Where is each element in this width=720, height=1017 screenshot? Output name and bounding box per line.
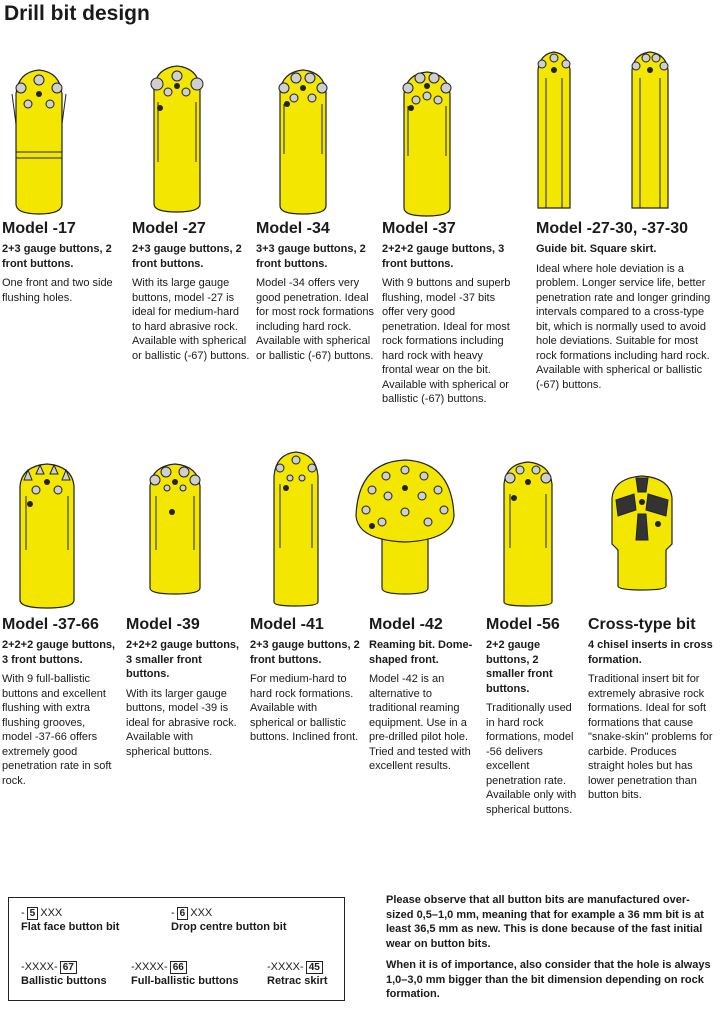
legend-flat-face <box>21 906 119 934</box>
legend-label: Retrac skirt <box>267 975 328 987</box>
drill-bit-illustration-56 <box>498 458 558 608</box>
model-name: Model -37-66 <box>2 616 99 633</box>
model-spec: 2+2 gauge buttons, 2 smaller front buttons. <box>486 639 553 695</box>
drill-bit-illustration-41 <box>266 448 326 608</box>
model-name: Cross-type bit <box>588 616 696 633</box>
legend-code: 67 <box>60 961 77 974</box>
page-title: Drill bit design <box>4 2 150 25</box>
model-card <box>536 220 714 392</box>
legend-label: Full-ballistic buttons <box>131 975 239 987</box>
model-card <box>126 616 240 759</box>
model-description: With 9 buttons and superb flushing, model -37 bits offer very good penetration. Ideal for most rock formations including hard rock with heavy frontal wear on the bit. Available with spherical or ballistic (-67) buttons. <box>382 277 511 405</box>
model-name: Model -42 <box>369 616 443 633</box>
model-card <box>382 220 514 407</box>
model-spec: Reaming bit. Dome-shaped front. <box>369 639 473 666</box>
legend-label: Drop centre button bit <box>171 921 287 933</box>
drill-bit-illustration-34 <box>270 64 336 216</box>
model-card <box>369 616 475 774</box>
model-card <box>2 220 122 305</box>
legend-code: 66 <box>170 961 187 974</box>
model-description: For medium-hard to hard rock formations. Available with spherical or ballistic buttons. Inclined front. <box>250 673 359 743</box>
model-spec: 2+3 gauge buttons, 2 front buttons. <box>2 243 112 270</box>
oversize-note: Please observe that all button bits are manufactured over-sized 0,5–1,0 mm, meaning that for example a 36 mm bit is at least 36,5 mm as new. This is done because of the fast initial wear on button bits. <box>386 894 704 950</box>
model-spec: 2+2+2 gauge buttons, 3 smaller front buttons. <box>126 639 240 680</box>
legend-code: 6 <box>177 907 189 920</box>
model-spec: 2+2+2 gauge buttons, 3 front buttons. <box>382 243 505 270</box>
legend-prefix: -XXXX- <box>131 961 168 973</box>
drill-bit-illustration-37-30 <box>626 48 674 214</box>
model-name: Model -27-30, -37-30 <box>536 220 689 237</box>
drill-bit-illustration-27-30 <box>530 48 578 214</box>
drill-bit-illustration-17 <box>6 64 72 216</box>
model-name: Model -27 <box>132 220 206 237</box>
legend-suffix: XXX <box>40 907 63 919</box>
model-card <box>250 616 360 745</box>
model-description: Ideal where hole deviation is a problem. Longer service life, better penetration rate and longer grinding intervals compared to a cross-type bit, which is normally used to avoid hole deviations. Suitable for most rock formations including hard rock. Available with spherical or ballistic (-67) buttons. <box>536 262 711 391</box>
legend-prefix: -XXXX- <box>267 961 304 973</box>
model-card <box>132 220 250 363</box>
legend-prefix: - <box>171 907 175 919</box>
model-description: Traditional insert bit for extremely abrasive rock formations. Ideal for soft formations that cause "snake-skin" problems for carbide. Produces straight holes but has lower penetration than button bits. <box>588 673 713 801</box>
model-card <box>256 220 374 363</box>
model-spec: 2+3 gauge buttons, 2 front buttons. <box>132 243 242 270</box>
legend-label: Flat face button bit <box>21 921 120 933</box>
legend-drop-centre <box>171 906 287 934</box>
legend-label: Ballistic buttons <box>21 975 107 987</box>
model-card <box>2 616 116 788</box>
legend-suffix: XXX <box>190 907 213 919</box>
model-spec: 4 chisel inserts in cross formation. <box>588 639 713 666</box>
model-spec: 2+2+2 gauge buttons, 3 front buttons. <box>2 639 116 666</box>
model-spec: 3+3 gauge buttons, 2 front buttons. <box>256 243 366 270</box>
model-name: Model -39 <box>126 616 200 633</box>
model-name: Model -34 <box>256 220 330 237</box>
model-description: Traditionally used in hard rock formations, model -56 delivers excellent penetration rate. Available only with spherical buttons. <box>486 702 577 816</box>
legend-retrac <box>267 960 328 988</box>
legend-code: 45 <box>306 961 323 974</box>
cross-bit-illustration <box>606 474 678 592</box>
drill-bit-illustration-27 <box>144 62 210 214</box>
model-card <box>486 616 580 817</box>
drill-bit-illustration-37 <box>394 66 460 218</box>
model-card <box>588 616 714 803</box>
hole-size-note: When it is of importance, also consider that the hole is always 1,0–3,0 mm bigger than the bit dimension depending on rock formation. <box>386 959 711 1000</box>
model-name: Model -17 <box>2 220 76 237</box>
legend-full-ballistic <box>131 960 239 988</box>
model-spec: 2+3 gauge buttons, 2 front buttons. <box>250 639 360 666</box>
drill-bit-illustration-37-66 <box>12 460 82 610</box>
model-name: Model -37 <box>382 220 456 237</box>
code-legend-box <box>8 897 345 1001</box>
drill-bit-illustration-39 <box>142 460 208 596</box>
model-name: Model -56 <box>486 616 560 633</box>
legend-code: 5 <box>27 907 39 920</box>
model-description: One front and two side flushing holes. <box>2 277 113 304</box>
model-name: Model -41 <box>250 616 324 633</box>
legend-prefix: - <box>21 907 25 919</box>
model-description: With its larger gauge buttons, model -39 is ideal for abrasive rock. Available with spherical buttons. <box>126 687 237 758</box>
model-description: With 9 full-ballistic buttons and excellent flushing with extra flushing grooves, model -37-66 offers extremely good penetration rate in soft rock. <box>2 673 112 787</box>
drill-bit-illustration-42 <box>352 456 458 596</box>
model-spec: Guide bit. Square skirt. <box>536 243 657 255</box>
model-description: Model -34 offers very good penetration. Ideal for most rock formations including hard rock. Available with spherical or ballistic (-67) buttons. <box>256 277 374 362</box>
legend-ballistic <box>21 960 107 988</box>
model-description: With its large gauge buttons, model -27 is ideal for medium-hard to hard abrasive rock. Available with spherical or ballistic (-67) buttons. <box>132 277 250 362</box>
legend-prefix: -XXXX- <box>21 961 58 973</box>
model-description: Model -42 is an alternative to traditional reaming equipment. Use in a pre-drilled pilot hole. Tried and tested with excellent results. <box>369 673 471 772</box>
